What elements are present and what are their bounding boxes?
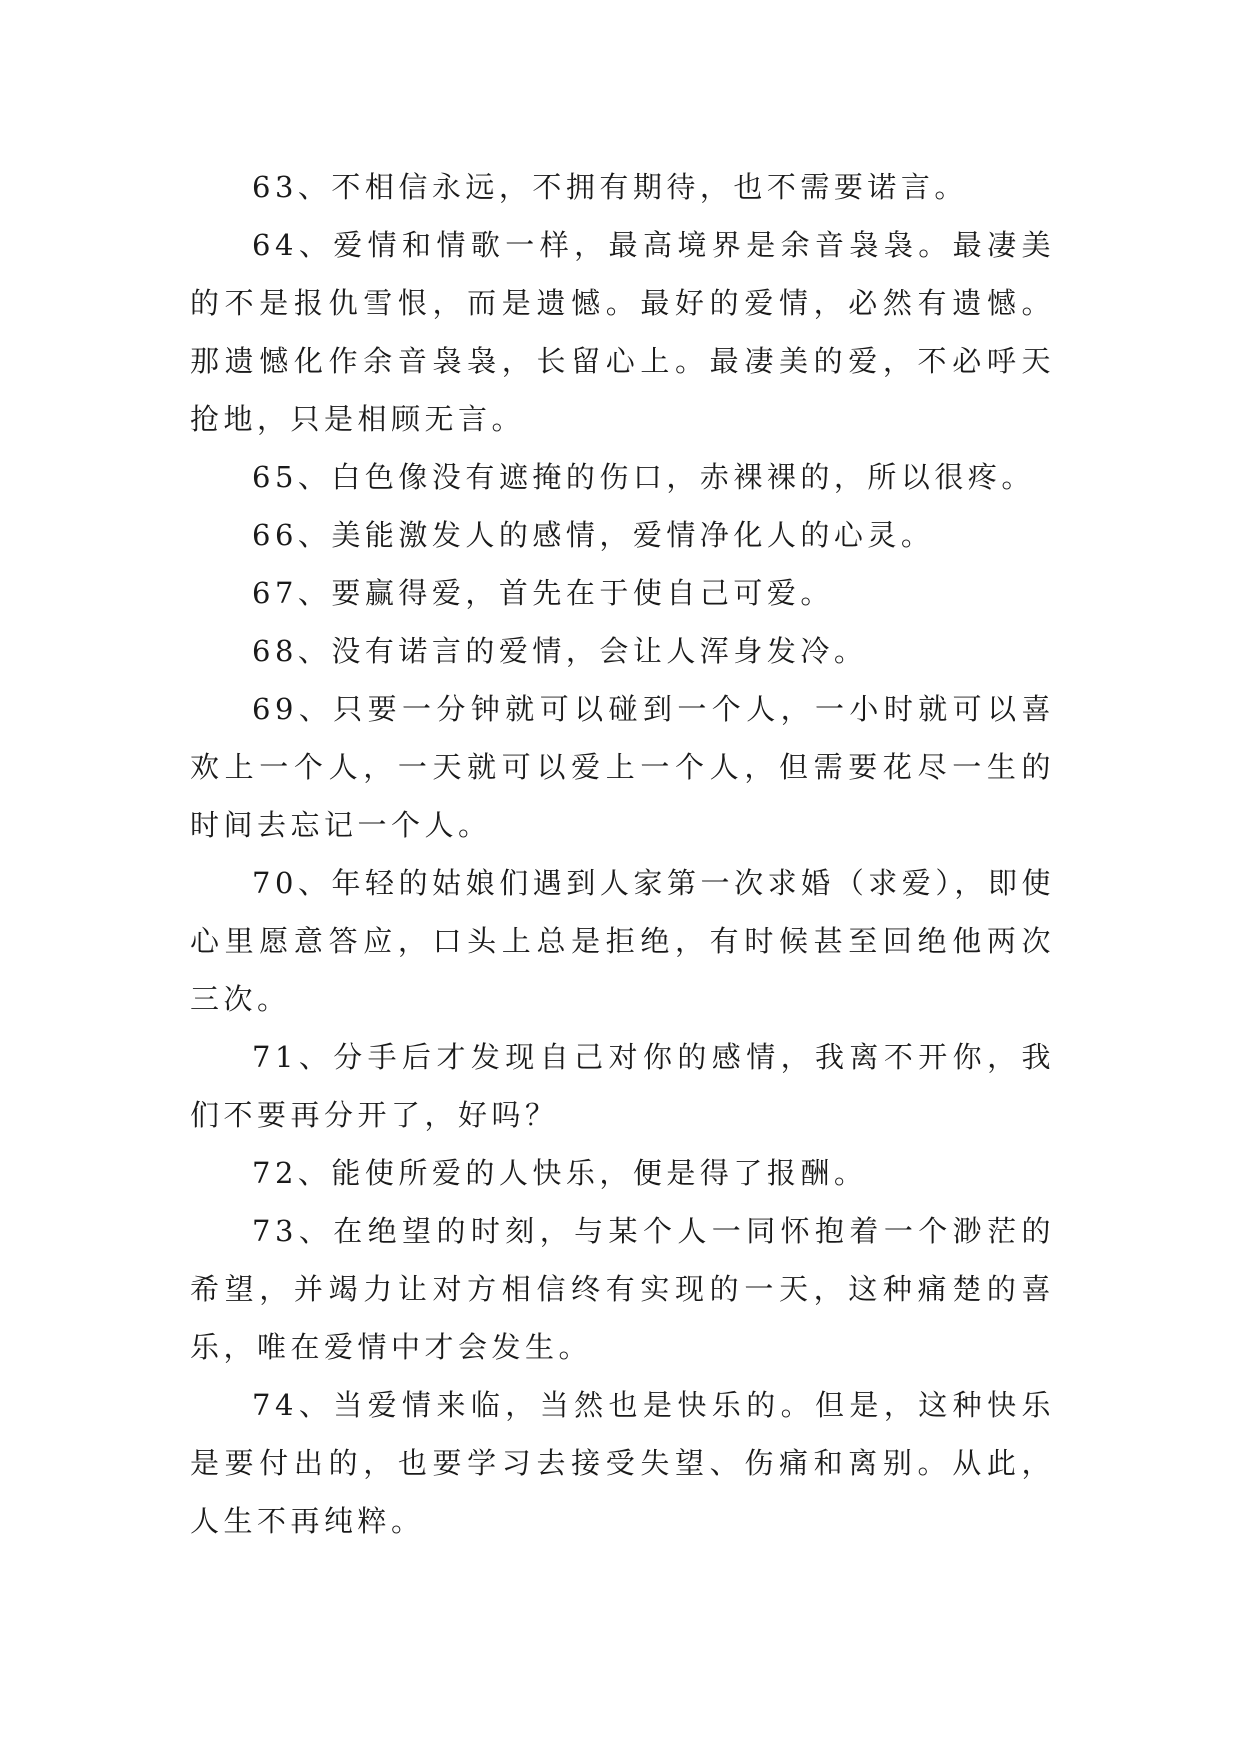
paragraph-71: 71、分手后才发现自己对你的感情，我离不开你，我们不要再分开了，好吗？	[190, 1040, 1055, 1132]
paragraph-69: 69、只要一分钟就可以碰到一个人，一小时就可以喜欢上一个人，一天就可以爱上一个人，但需要花尽一生的时间去忘记一个人。	[190, 692, 1055, 842]
paragraph-67: 67、要赢得爱，首先在于使自己可爱。	[252, 576, 834, 610]
paragraph-72: 72、能使所爱的人快乐，便是得了报酬。	[252, 1156, 868, 1190]
paragraph-73: 73、在绝望的时刻，与某个人一同怀抱着一个渺茫的希望，并竭力让对方相信终有实现的一天，这种痛楚的喜乐，唯在爱情中才会发生。	[190, 1214, 1055, 1364]
paragraph-66: 66、美能激发人的感情，爱情净化人的心灵。	[252, 518, 935, 552]
paragraph-64: 64、爱情和情歌一样，最高境界是余音袅袅。最凄美的不是报仇雪恨，而是遗憾。最好的爱情，必然有遗憾。那遗憾化作余音袅袅，长留心上。最凄美的爱，不必呼天抢地，只是相顾无言。	[190, 228, 1055, 436]
paragraph-74: 74、当爱情来临，当然也是快乐的。但是，这种快乐是要付出的，也要学习去接受失望、伤痛和离别。从此，人生不再纯粹。	[190, 1388, 1055, 1538]
paragraph-65: 65、白色像没有遮掩的伤口，赤裸裸的，所以很疼。	[252, 460, 1035, 494]
paragraph-70: 70、年轻的姑娘们遇到人家第一次求婚（求爱），即使心里愿意答应，口头上总是拒绝，有时候甚至回绝他两次三次。	[190, 866, 1055, 1016]
document-body	[190, 158, 1055, 1550]
paragraph-63: 63、不相信永远，不拥有期待，也不需要诺言。	[252, 170, 968, 204]
paragraph-68: 68、没有诺言的爱情，会让人浑身发冷。	[252, 634, 868, 668]
